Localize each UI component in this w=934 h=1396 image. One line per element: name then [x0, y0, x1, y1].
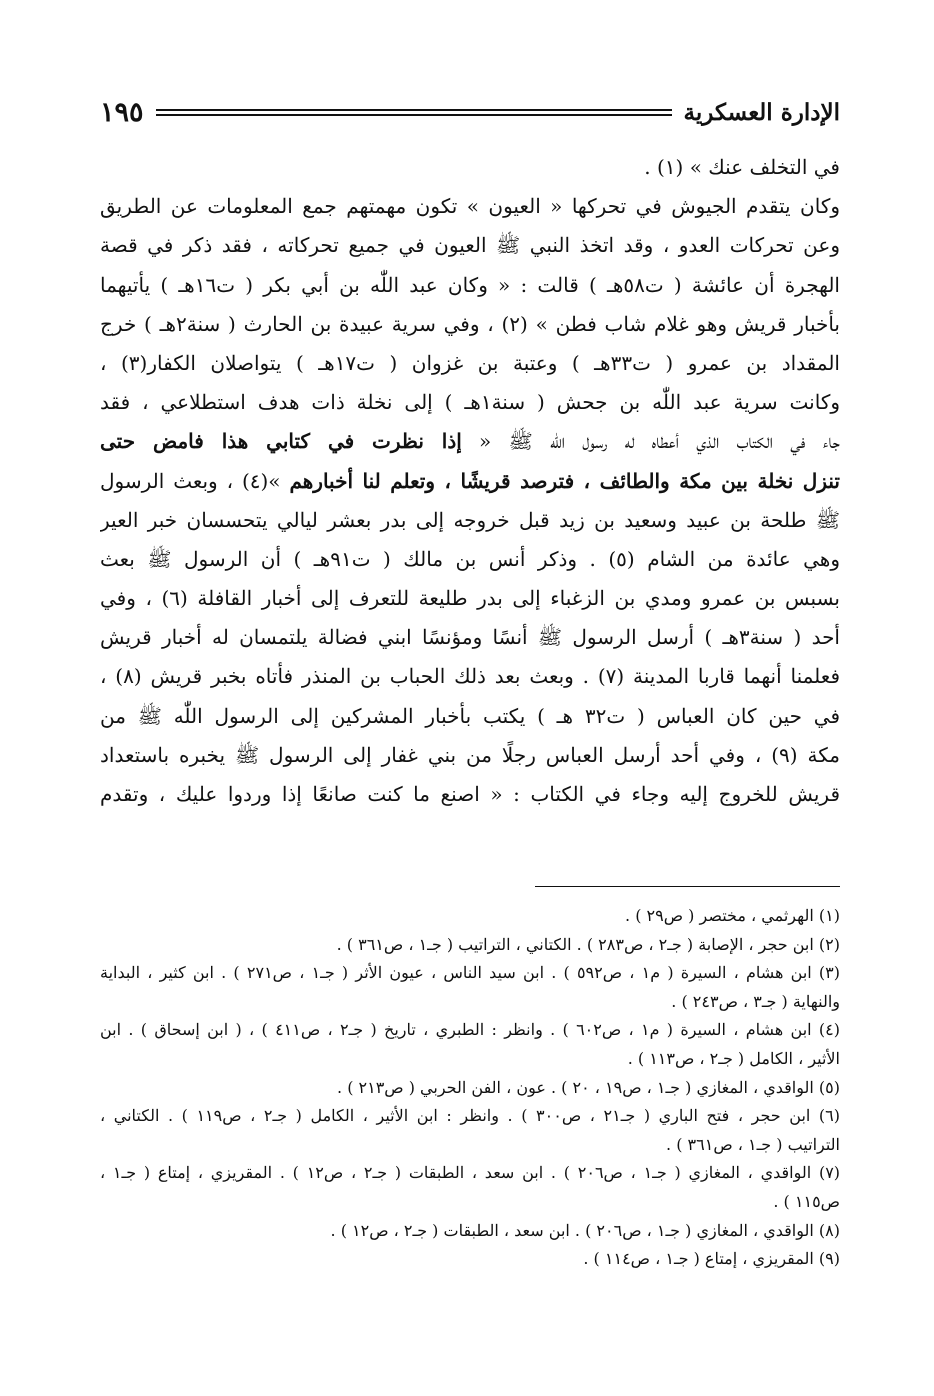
text-segment: الهجرة أن عائشة ( ت٥٨هـ ) قالت : « وكان عبد اللّٰه بن أبي بكر ( ت١٦هـ ) يأتيهما: [100, 272, 840, 297]
text-segment: في حين كان العباس ( ت٣٢ هـ ) يكتب بأخبار المشركين إلى الرسول اللّٰه ﷺ من: [100, 703, 840, 728]
footnote-line: (١) الهرثمي ، مختصر ( ص٢٩ ) .: [625, 906, 840, 925]
text-line: [100, 148, 840, 187]
text-line: [100, 462, 840, 501]
text-segment: ﷺ طلحة بن عبيد وسعيد بن زيد قبل خروجه إلى بدر بعشر ليالي يتحسسان خبر العير: [100, 507, 840, 532]
book-page: [100, 0, 840, 1396]
footnote-line: ص١١٥ ) .: [773, 1191, 840, 1211]
footnote-line: الأثير ، الكامل ( جـ٢ ، ص١١٣ ) .: [627, 1048, 840, 1068]
footnote-line: (٨) الواقدي ، المغازي ( جـ١ ، ص٢٠٦ ) . ابن سعد ، الطبقات ( جـ٢ ، ص١٢ ) .: [330, 1220, 840, 1240]
text-segment: في التخلف عنك » (١) .: [644, 155, 840, 179]
bold-quote: إذا نظرت في كتابي هذا فامض حتى: [100, 429, 462, 454]
text-line: [100, 187, 840, 226]
text-segment: مكة (٩) ، وفي أحد أرسل العباس رجلًا من بني غفار إلى الرسول ﷺ يخبره باستعداد: [100, 742, 840, 767]
text-segment: قريش للخروج إليه وجاء في الكتاب : « اصنع ما كنت صانعًا إذا وردوا عليك ، وتقدم: [100, 782, 840, 806]
text-segment: المقداد بن عمرو ( ت٣٣هـ ) وعتبة بن غزوان ( ت١٧هـ ) يتواصلان الكفار(٣) ،: [100, 350, 840, 375]
text-line: [100, 657, 840, 696]
text-line: [100, 266, 840, 305]
footnotes: [100, 902, 840, 1274]
text-line: [100, 344, 840, 383]
text-segment: فعلمنا أنهما قاربا المدينة (٧) . وبعث بعد ذلك الحباب بن المنذر فأتاه بخبر قريش (٨) ،: [100, 664, 840, 689]
text-line: [100, 383, 840, 422]
footnote-line: (٧) الواقدي ، المغازي ( جـ١ ، ص٢٠٦ ) . ابن سعد ، الطبقات ( جـ٢ ، ص١٢ ) . المقريزي ، إمتاع ( جـ١ ،: [100, 1163, 840, 1183]
footnote-line: (٦) ابن حجر ، فتح الباري ( جـ٢١ ، ص٣٠٠ ) . وانظر : ابن الأثير ، الكامل ( جـ٢ ، ص١١٩ ) . الكتاني ،: [100, 1106, 840, 1126]
footnote-line: (٤) ابن هشام ، السيرة ( م١ ، ص٦٠٢ ) . وانظر : الطبري ، تاريخ ( جـ٢ ، ص٤١١ ) ، ( ابن إسحاق ) . ابن: [100, 1020, 840, 1040]
text-line: [100, 226, 840, 265]
text-line: [100, 697, 840, 736]
text-segment: وكان يتقدم الجيوش في تحركها « العيون » تكون مهمتهم جمع المعلومات عن الطريق: [100, 194, 840, 219]
text-line: [100, 422, 840, 461]
text-segment: »(٤) ، وبعث الرسول: [100, 468, 290, 493]
text-segment: بسبس بن عمرو ومدي بن الزغباء إلى بدر طليعة للتعرف إلى أخبار القافلة (٦) ، وفي: [100, 586, 840, 611]
main-text: [100, 148, 840, 814]
footnote-line: (٢) ابن حجر ، الإصابة ( جـ٢ ، ص٢٨٣ ) . الكتاني ، التراتيب ( جـ١ ، ص٣٦١ ) .: [336, 934, 840, 954]
text-segment: وعن تحركات العدو ، وقد اتخذ النبي ﷺ العيون في جميع تحركاته ، فقد ذكر في قصة: [100, 233, 840, 258]
chapter-title: الإدارة العسكرية: [683, 98, 840, 126]
text-segment: أحد ( سنة٣هـ ) أرسل الرسول ﷺ أنسًا ومؤنسًا ابني فضالة يلتمسان له أخبار قريش: [100, 625, 840, 650]
text-line: [100, 618, 840, 657]
text-segment: بأخبار قريش وهو غلام شاب فطن » (٢) ، وفي سرية عبيدة بن الحارث ( سنة٢هـ ) خرج: [100, 311, 840, 336]
text-line: [100, 501, 840, 540]
header-rule: [156, 109, 672, 116]
running-header: [100, 92, 840, 132]
page-number: ١٩٥: [100, 96, 144, 128]
footnote-line: (٥) الواقدي ، المغازي ( جـ١ ، ص١٩ ، ٢٠ ) . عون ، الفن الحربي ( ص٢١٣ ) .: [337, 1077, 840, 1097]
text-line: [100, 775, 840, 814]
text-line: [100, 736, 840, 775]
footnote-line: (٣) ابن هشام ، السيرة ( م١ ، ص٥٩٢ ) . ابن سيد الناس ، عيون الأثر ( جـ١ ، ص٢٧١ ) . ابن كثير ، البداية: [100, 963, 840, 983]
text-line: [100, 579, 840, 618]
footnote-line: (٩) المقريزي ، إمتاع ( جـ١ ، ص١١٤ ) .: [583, 1249, 840, 1269]
text-line: [100, 540, 840, 579]
footnote-line: التراتيب ( جـ١ ، ص٣٦١ ) .: [666, 1134, 840, 1154]
text-line: [100, 305, 840, 344]
text-segment: وهي عائدة من الشام (٥) . وذكر أنس بن مالك ( ت٩١هـ ) أن الرسول ﷺ بعث: [100, 546, 840, 571]
footnote-line: والنهاية ( جـ٣ ، ص٢٤٣ ) .: [671, 991, 840, 1011]
text-segment: جاء في الكتاب الذي أعطاه له رسول اللّٰه ﷺ «: [461, 429, 840, 454]
bold-quote: تنزل نخلة بين مكة والطائف ، فترصد قريشًا ، وتعلم لنا أخبارهم: [289, 468, 840, 493]
text-segment: وكانت سرية عبد اللّٰه بن جحش ( سنة١هـ ) إلى نخلة ذات هدف استطلاعي ، فقد: [100, 390, 840, 415]
footnote-divider: [535, 886, 840, 887]
